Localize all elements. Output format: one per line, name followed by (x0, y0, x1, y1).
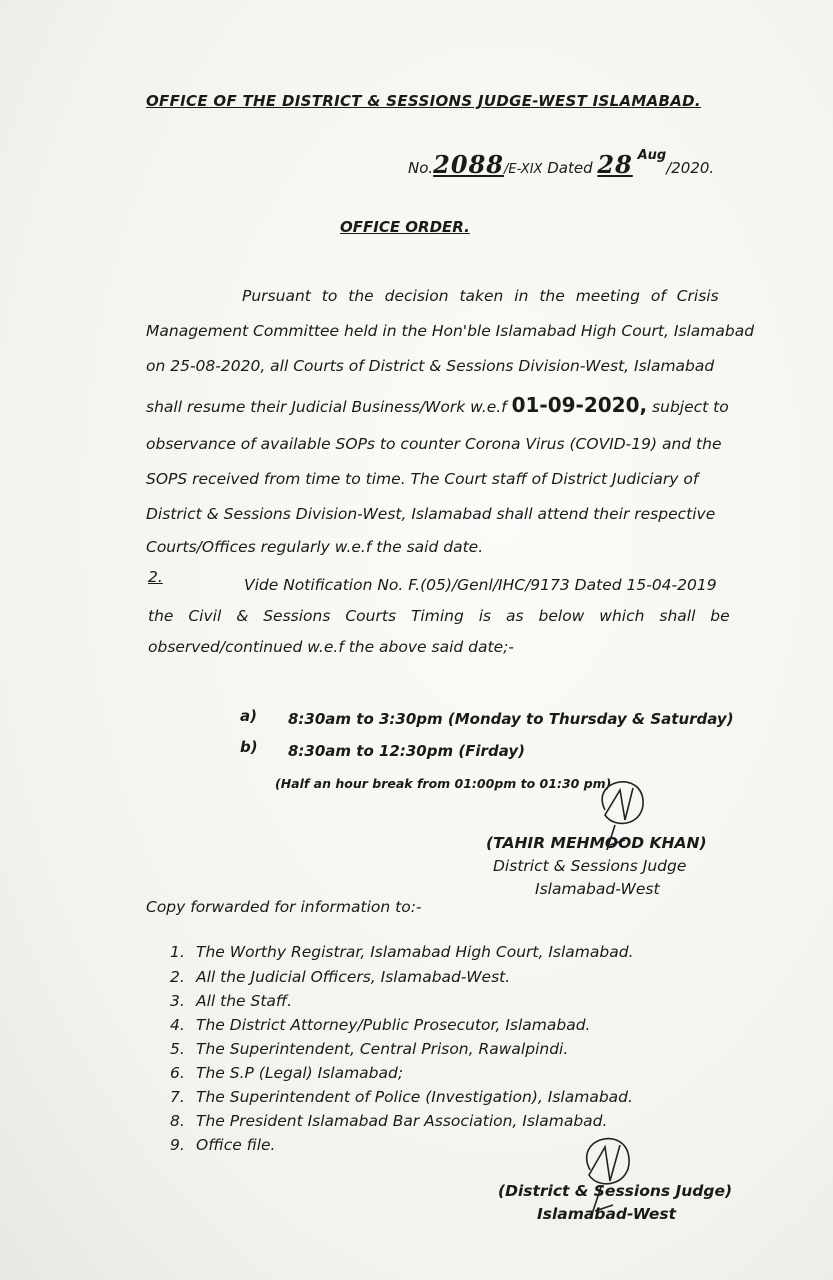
schedule-label-b: b) (240, 738, 258, 756)
reference-number (408, 150, 714, 179)
schedule-label-a: a) (240, 707, 257, 725)
p1-line-4-start: shall resume their Judicial Business/Work w.e.f (146, 398, 507, 416)
ref-no-value: 2088 (433, 150, 504, 179)
p1-line-3: on 25-08-2020, all Courts of District & Sessions Division-West, Islamabad (146, 357, 715, 375)
recipient-2: 2. All the Judicial Officers, Islamabad-West. (170, 968, 511, 986)
p1-line-5: observance of available SOPs to counter Corona Virus (COVID-19) and the (146, 435, 722, 453)
recipient-6: 6. The S.P (Legal) Islamabad; (170, 1064, 404, 1082)
p1-line-6: SOPS received from time to time. The Court staff of District Judiciary of (146, 470, 699, 488)
p1-line-4-end: subject to (652, 398, 729, 416)
p2-number: 2. (148, 568, 163, 586)
dated-label: Dated (547, 159, 593, 177)
p1-line-2: Management Committee held in the Hon'ble Islamabad High Court, Islamabad (146, 322, 755, 340)
recipient-9: 9. Office file. (170, 1136, 276, 1154)
p1-line-4 (146, 393, 729, 417)
recipient-5: 5. The Superintendent, Central Prison, Rawalpindi. (170, 1040, 569, 1058)
recipient-3: 3. All the Staff. (170, 992, 293, 1010)
signatory-station: Islamabad-West (535, 880, 660, 898)
recipient-7: 7. The Superintendent of Police (Investigation), Islamabad. (170, 1088, 633, 1106)
p2-line-1: Vide Notification No. F.(05)/Genl/IHC/9173 Dated 15-04-2019 (244, 576, 717, 594)
p1-line-8: Courts/Offices regularly w.e.f the said date. (146, 538, 484, 556)
p2-line-2: the Civil & Sessions Courts Timing is as below which shall be (148, 607, 730, 625)
document-title: OFFICE ORDER. (340, 218, 470, 236)
schedule-item-a: 8:30am to 3:30pm (Monday to Thursday & Saturday) (288, 710, 734, 728)
footer-station: Islamabad-West (537, 1205, 677, 1223)
office-header: OFFICE OF THE DISTRICT & SESSIONS JUDGE-WEST ISLAMABAD. (146, 92, 701, 110)
copy-forwarded-heading: Copy forwarded for information to:- (146, 898, 422, 916)
dated-month: Aug (637, 148, 667, 163)
break-note: (Half an hour break from 01:00pm to 01:30 pm) (275, 776, 612, 791)
ref-no-label: No. (408, 159, 434, 177)
p1-line-1: Pursuant to the decision taken in the meeting of Crisis (242, 287, 719, 305)
dated-day: 28 (597, 150, 633, 179)
signatory-name: (TAHIR MEHMOOD KHAN) (486, 834, 707, 852)
dated-year: /2020. (666, 159, 715, 177)
signatory-designation: District & Sessions Judge (493, 857, 687, 875)
p1-line-7: District & Sessions Division-West, Islamabad shall attend their respective (146, 505, 716, 523)
footer-designation: (District & Sessions Judge) (498, 1182, 733, 1200)
recipient-4: 4. The District Attorney/Public Prosecutor, Islamabad. (170, 1016, 591, 1034)
recipient-1: 1. The Worthy Registrar, Islamabad High Court, Islamabad. (170, 943, 634, 961)
p2-line-3: observed/continued w.e.f the above said date;- (148, 638, 514, 656)
schedule-item-b: 8:30am to 12:30pm (Firday) (288, 742, 525, 760)
resume-date: 01-09-2020, (511, 393, 648, 417)
recipient-8: 8. The President Islamabad Bar Association, Islamabad. (170, 1112, 608, 1130)
ref-no-suffix: /E-XIX (503, 162, 543, 177)
